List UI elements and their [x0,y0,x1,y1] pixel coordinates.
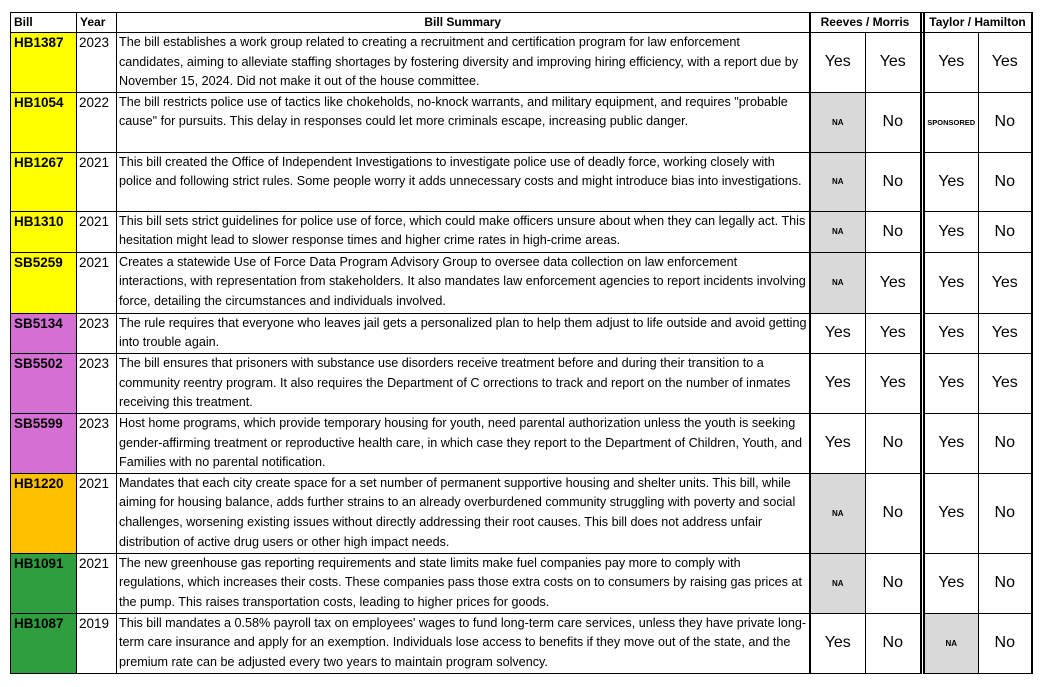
vote-taylor: Yes [924,33,979,93]
vote-hamilton: No [979,473,1032,553]
table-row [11,413,1032,473]
bill-id: HB1387 [11,33,77,93]
bill-id: SB5599 [11,413,77,473]
vote-reeves: Yes [810,313,866,353]
bill-id: HB1087 [11,613,77,673]
table-row [11,473,1032,553]
vote-reeves: NA [810,473,866,553]
table-body [11,33,1032,674]
vote-reeves: Yes [810,613,866,673]
bill-summary: Mandates that each city create space for a set number of permanent supportive housing and shelter units. This bill, while aiming for housing balance, adds further strains to an already overburdened community struggling with poverty and social challenges, worsening existing issues without directly addressing their root causes. This bill does not address unfair distribution of active drug users or other high impact needs. [117,473,810,553]
header-reeves-morris: Reeves / Morris [810,13,921,33]
bill-id: SB5502 [11,353,77,413]
bill-year: 2021 [77,252,117,313]
table-row [11,553,1032,613]
header-row [11,13,1032,33]
header-bill: Bill [11,13,77,33]
header-year: Year [77,13,117,33]
vote-reeves: Yes [810,413,866,473]
vote-hamilton: Yes [979,252,1032,313]
vote-morris: No [866,553,921,613]
vote-taylor: Yes [924,211,979,252]
bill-vote-table-container [10,12,1033,674]
table-row [11,252,1032,313]
vote-taylor: NA [924,613,979,673]
vote-morris: Yes [866,33,921,93]
vote-reeves: Yes [810,33,866,93]
vote-hamilton: Yes [979,353,1032,413]
vote-reeves: NA [810,92,866,152]
bill-summary: This bill mandates a 0.58% payroll tax on employees' wages to fund long-term care services, unless they have private long-term care insurance and apply for an exemption. Individuals lose access to benefits if they move out of the state, and the premium rate can be adjusted every two years to maintain program solvency. [117,613,810,673]
vote-hamilton: No [979,553,1032,613]
vote-morris: No [866,152,921,211]
vote-morris: No [866,473,921,553]
bill-id: HB1220 [11,473,77,553]
vote-morris: Yes [866,353,921,413]
bill-year: 2023 [77,353,117,413]
vote-taylor: SPONSORED [924,92,979,152]
bill-id: HB1054 [11,92,77,152]
vote-reeves: NA [810,252,866,313]
vote-hamilton: No [979,152,1032,211]
bill-year: 2023 [77,313,117,353]
table-row [11,152,1032,211]
table-row [11,313,1032,353]
bill-vote-table [10,12,1033,674]
bill-summary: This bill sets strict guidelines for police use of force, which could make officers unsure about when they can legally act. This hesitation might lead to slower response times and higher crime rates in high-crime areas. [117,211,810,252]
vote-morris: No [866,92,921,152]
table-row [11,211,1032,252]
vote-taylor: Yes [924,413,979,473]
vote-hamilton: No [979,92,1032,152]
vote-hamilton: No [979,211,1032,252]
bill-year: 2021 [77,211,117,252]
bill-summary: The new greenhouse gas reporting requirements and state limits make fuel companies pay more to comply with regulations, which increases their costs. These companies pass those extra costs on to consumers by raising gas prices at the pump. This raises transportation costs, leading to higher prices for goods. [117,553,810,613]
bill-year: 2021 [77,473,117,553]
vote-taylor: Yes [924,473,979,553]
vote-morris: No [866,413,921,473]
table-row [11,33,1032,93]
table-row [11,353,1032,413]
bill-year: 2019 [77,613,117,673]
bill-summary: The bill ensures that prisoners with substance use disorders receive treatment before and during their transition to a community reentry program. It also requires the Department of C orrections to track and report on the number of inmates receiving this treatment. [117,353,810,413]
vote-morris: No [866,211,921,252]
vote-taylor: Yes [924,553,979,613]
bill-id: HB1310 [11,211,77,252]
table-row [11,613,1032,673]
bill-year: 2021 [77,553,117,613]
bill-summary: This bill created the Office of Independent Investigations to investigate police use of deadly force, working closely with police and following strict rules. Some people worry it adds unnecessary costs and might introduce bias into investigations. [117,152,810,211]
bill-year: 2023 [77,33,117,93]
header-summary: Bill Summary [117,13,810,33]
bill-year: 2021 [77,152,117,211]
vote-taylor: Yes [924,313,979,353]
bill-summary: The bill restricts police use of tactics like chokeholds, no-knock warrants, and military equipment, and requires "probable cause" for pursuits. This delay in responses could let more criminals escape, increasing public danger. [117,92,810,152]
vote-taylor: Yes [924,152,979,211]
vote-reeves: NA [810,211,866,252]
vote-taylor: Yes [924,252,979,313]
bill-id: HB1091 [11,553,77,613]
vote-hamilton: No [979,613,1032,673]
bill-summary: The bill establishes a work group related to creating a recruitment and certification program for law enforcement candidates, aiming to alleviate staffing shortages by fostering diversity and improving hiring efficiency, with a report due by November 15, 2024. Did not make it out of the house committee. [117,33,810,93]
bill-year: 2023 [77,413,117,473]
bill-year: 2022 [77,92,117,152]
vote-hamilton: No [979,413,1032,473]
vote-reeves: Yes [810,353,866,413]
bill-summary: Creates a statewide Use of Force Data Program Advisory Group to oversee data collection on law enforcement interactions, with representation from stakeholders. It also mandates law enforcement agencies to report incidents involving force, detailing the circumstances and individuals involved. [117,252,810,313]
table-row [11,92,1032,152]
vote-reeves: NA [810,553,866,613]
vote-taylor: Yes [924,353,979,413]
vote-morris: No [866,613,921,673]
vote-reeves: NA [810,152,866,211]
vote-hamilton: Yes [979,313,1032,353]
bill-id: SB5259 [11,252,77,313]
bill-id: HB1267 [11,152,77,211]
vote-hamilton: Yes [979,33,1032,93]
vote-morris: Yes [866,252,921,313]
bill-summary: Host home programs, which provide temporary housing for youth, need parental authorization unless the youth is seeking gender-affirming treatment or reproductive health care, in which case they report to the Department of Children, Youth, and Families with no parental notification. [117,413,810,473]
vote-morris: Yes [866,313,921,353]
bill-id: SB5134 [11,313,77,353]
bill-summary: The rule requires that everyone who leaves jail gets a personalized plan to help them adjust to life outside and avoid getting into trouble again. [117,313,810,353]
header-taylor-hamilton: Taylor / Hamilton [924,13,1032,33]
